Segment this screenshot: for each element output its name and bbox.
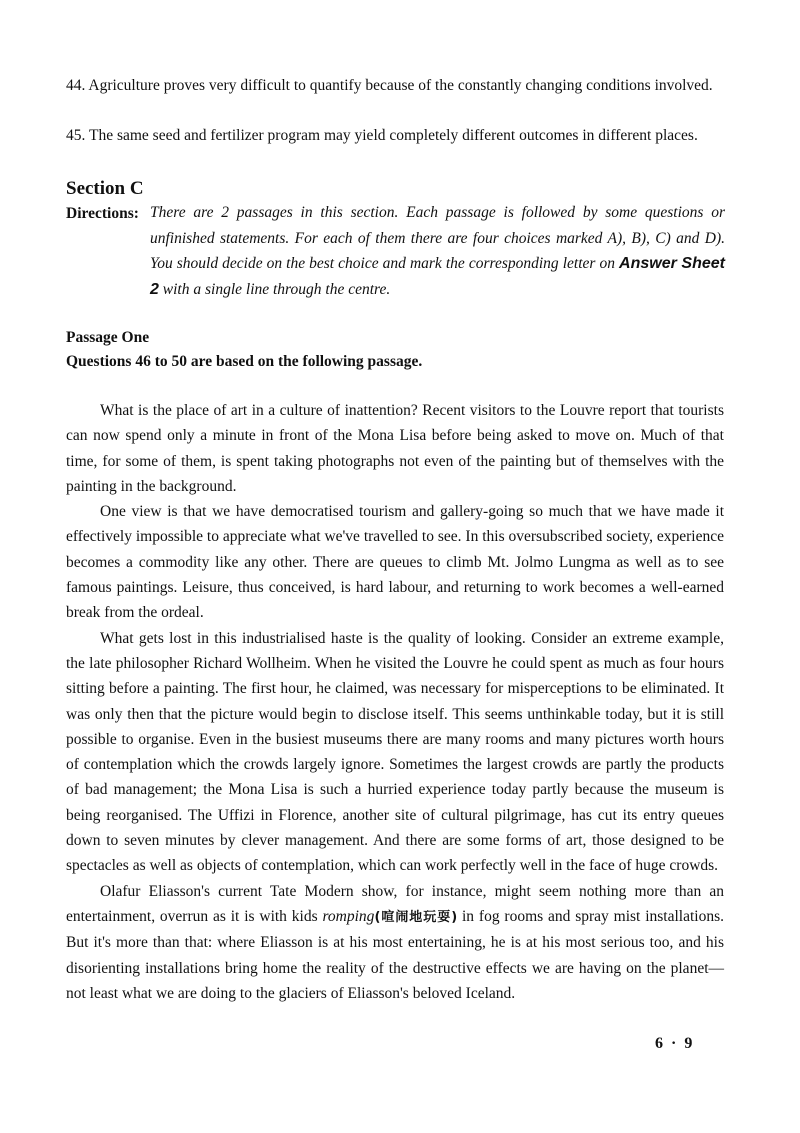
directions-text-part-2: with a single line through the centre.	[158, 280, 391, 298]
passage-body	[66, 398, 724, 1006]
directions-label: Directions:	[66, 205, 139, 222]
romping-gloss: (喧闹地玩耍)	[374, 909, 458, 925]
passage-subtitle: Questions 46 to 50 are based on the following passage.	[66, 353, 423, 370]
page-number: 6 · 9	[655, 1035, 695, 1052]
paragraph-1: What is the place of art in a culture of inattention? Recent visitors to the Louvre report that tourists can now spend only a minute in front of the Mona Lisa before being asked to move on. Much of that time, for some of them, is spent taking photographs not even of the painting but of themselves with the painting in the background.	[66, 402, 724, 495]
paragraph-2: One view is that we have democratised tourism and gallery-going so much that we have made it effectively impossible to appreciate what we've travelled to see. In this oversubscribed society, experience becomes a commodity like any other. There are queues to climb Mt. Jolmo Lungma as well as to see famous paintings. Leisure, thus conceived, is hard labour, and returning to work becomes a well-earned break from the ordeal.	[66, 503, 724, 622]
paragraph-3: What gets lost in this industrialised haste is the quality of looking. Consider an extreme example, the late philosopher Richard Wollheim. When he visited the Louvre he could spent as much as four hours sitting before a painting. The first hour, he claimed, was necessary for misperceptions to be eliminated. It was only then that the picture would begin to disclose itself. This seems unthinkable today, but it is still possible to organise. Even in the busiest museums there are many rooms and many pictures worth hours of contemplation which the crowds largely ignore. Sometimes the largest crowds are partly the products of bad management; the Mona Lisa is such a hurried experience today partly because the museum is being reorganised. The Uffizi in Florence, another site of cultural pilgrimage, has cut its entry queues down to seven minutes by clever management. And there are some forms of art, those designed to be spectacles as well as objects of contemplation, which can work perfectly well in the face of huge crowds.	[66, 629, 724, 875]
romping-word: romping	[322, 907, 375, 925]
section-title: Section C	[66, 178, 144, 199]
paragraph-4-part-b: in fog rooms and spray mist installations. But it's more than that: where Eliasson is at his most entertaining, he is at his most serious too, and his disorienting installations bring home the reality of the destructive effects we are having on the planet—not least what we are doing to the glaciers of Eliasson's beloved Iceland.	[66, 907, 724, 1002]
directions-text-part-1: There are 2 passages in this section. Each passage is followed by some questions or unfinished statements. For each of them there are four choices marked A), B), C) and D). You should decide on the best choice and mark the corresponding letter on	[150, 204, 725, 272]
paragraph-4-part-a: Olafur Eliasson's current Tate Modern show, for instance, might seem nothing more than an entertainment, overrun as it is with kids	[66, 882, 724, 925]
answer-sheet-label: Answer Sheet 2	[150, 255, 725, 298]
question-44: 44. Agriculture proves very difficult to quantify because of the constantly changing conditions involved.	[66, 77, 713, 94]
directions-text	[150, 200, 725, 302]
passage-label: Passage One	[66, 329, 150, 346]
question-45: 45. The same seed and fertilizer program may yield completely different outcomes in different places.	[66, 127, 698, 144]
paragraph-4	[66, 879, 724, 1006]
